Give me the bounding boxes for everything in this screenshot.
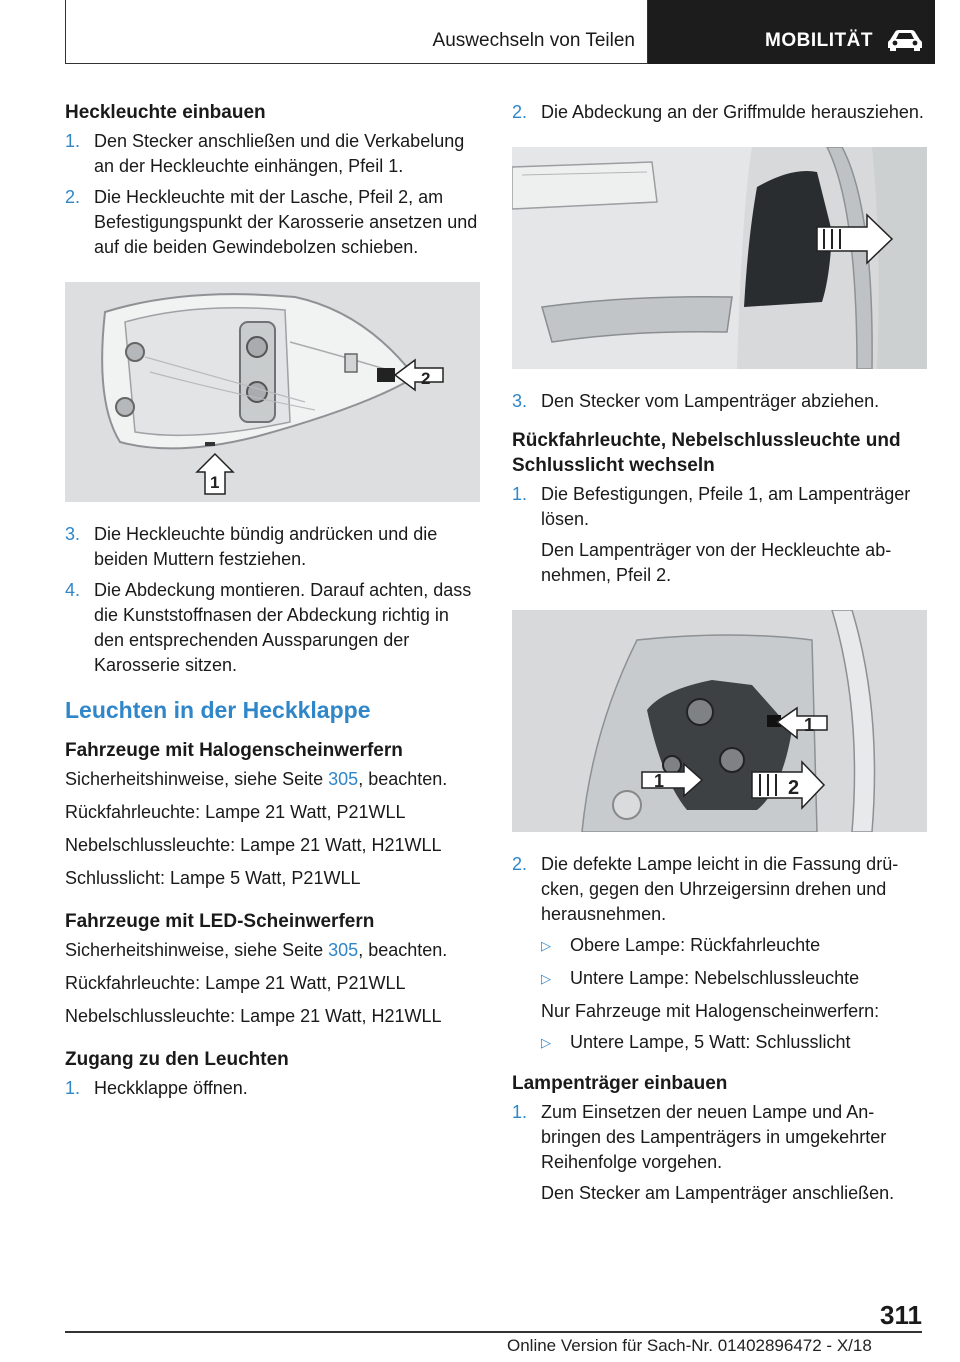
step	[512, 482, 927, 532]
step-number: 1.	[65, 131, 81, 151]
step	[65, 185, 480, 260]
footer-divider-right	[862, 1331, 922, 1333]
step	[512, 1100, 927, 1175]
bullet-text: Untere Lampe, 5 Watt: Schlusslicht	[570, 1032, 851, 1052]
step	[65, 578, 480, 678]
svg-text:2: 2	[421, 369, 431, 388]
step-text: Den Stecker anschließen und die Verkabelung an der Heckleuchte einhängen, Pfeil 1.	[94, 131, 465, 176]
step-number: 1.	[512, 484, 528, 504]
safety-text-end: , beachten.	[358, 769, 448, 789]
halogen-note: Nur Fahrzeuge mit Halogenscheinwerfern:	[541, 1001, 880, 1021]
step-number: 4.	[65, 580, 81, 600]
footer-divider	[65, 1331, 862, 1333]
step-number: 1.	[65, 1078, 81, 1098]
section-title: Leuchten in der Heckklappe	[65, 697, 371, 723]
step-text: Heckklappe öffnen.	[94, 1078, 248, 1098]
step-number: 1.	[512, 1102, 528, 1122]
svg-text:1: 1	[654, 771, 665, 791]
step-number: 2.	[65, 187, 81, 207]
lamp-spec: Rückfahrleuchte: Lampe 21 Watt, P21WLL	[65, 973, 406, 993]
heading-lamp-change: Rückfahrleuchte, Nebelschlussleuchte und Schlusslicht wechseln	[512, 430, 901, 476]
step-text: Die defekte Lampe leicht in die Fassung drücken, gegen den Uhrzeigersinn drehen und herausnehmen.	[541, 854, 899, 924]
bullet-item	[512, 1030, 927, 1055]
car-icon	[886, 28, 924, 52]
page-number: 311	[880, 1300, 922, 1330]
bullet-item	[512, 966, 927, 991]
svg-text:1: 1	[804, 715, 815, 735]
header-chapter-box	[648, 0, 935, 64]
step-continuation: Den Lampenträger von der Heckleuchte abnehmen, Pfeil 2.	[541, 540, 892, 585]
step-text: Die Befestigungen, Pfeile 1, am Lampenträger lösen.	[541, 484, 911, 529]
heading-heckleuchte-einbauen: Heckleuchte einbauen	[65, 102, 266, 123]
triangle-bullet-icon: ▷	[541, 1035, 551, 1050]
triangle-bullet-icon: ▷	[541, 938, 551, 953]
figure-lamp-carrier	[512, 610, 927, 832]
svg-text:2: 2	[788, 777, 800, 799]
figure-tail-light	[65, 282, 480, 502]
step-number: 2.	[512, 854, 528, 874]
heading-zugang: Zugang zu den Leuchten	[65, 1049, 289, 1070]
header-section-title: Auswechseln von Teilen	[432, 30, 635, 51]
step-text: Zum Einsetzen der neuen Lampe und Anbringen des Lampenträgers in umgekehrter Reihenfolge vorgehen.	[541, 1102, 887, 1172]
step-text: Die Abdeckung an der Griffmulde herausziehen.	[541, 102, 924, 122]
step	[512, 389, 927, 414]
cover-illustration	[512, 147, 927, 369]
safety-note	[65, 767, 480, 792]
safety-text: Sicherheitshinweise, siehe Seite	[65, 769, 329, 789]
page-link[interactable]: 305	[328, 769, 359, 789]
heading-halogen: Fahrzeuge mit Halogenscheinwerfern	[65, 740, 403, 761]
step-number: 3.	[65, 524, 81, 544]
svg-text:1: 1	[210, 473, 220, 492]
lamp-spec: Nebelschlussleuchte: Lampe 21 Watt, H21WLL	[65, 1006, 442, 1026]
safety-text-end: , beachten.	[358, 940, 448, 960]
step-text: Die Abdeckung montieren. Darauf achten, dass die Kunststoffnasen der Abdeckung richtig in den entsprechenden Aussparungen der Karosserie sitzen.	[94, 580, 472, 675]
step-number: 2.	[512, 102, 528, 122]
step-text: Die Heckleuchte mit der Lasche, Pfeil 2, am Befestigungspunkt der Karosserie ansetzen und auf die beiden Gewindebolzen schieben.	[94, 187, 478, 257]
left-column	[65, 100, 480, 1107]
bullet-item	[512, 933, 927, 958]
step-text: Den Stecker vom Lampenträger abziehen.	[541, 391, 880, 411]
heading-lamp-carrier-install: Lampenträger einbauen	[512, 1073, 728, 1094]
footer-version-info: Online Version für Sach-Nr. 01402896472 - X/18	[507, 1336, 872, 1355]
heading-led: Fahrzeuge mit LED-Scheinwerfern	[65, 911, 375, 932]
safety-text: Sicherheitshinweise, siehe Seite	[65, 940, 329, 960]
step-continuation: Den Stecker am Lampenträger anschließen.	[541, 1183, 895, 1203]
lamp-carrier-illustration	[512, 610, 927, 832]
step-number: 3.	[512, 391, 528, 411]
bullet-text: Obere Lampe: Rückfahrleuchte	[570, 935, 821, 955]
step	[65, 522, 480, 572]
figure-cover-handle	[512, 147, 927, 369]
page-link[interactable]: 305	[328, 940, 359, 960]
right-column	[512, 100, 927, 1212]
lamp-spec: Rückfahrleuchte: Lampe 21 Watt, P21WLL	[65, 802, 406, 822]
tail-light-illustration	[65, 282, 480, 502]
bullet-text: Untere Lampe: Nebelschlussleuchte	[570, 968, 860, 988]
step	[65, 129, 480, 179]
safety-note	[65, 938, 480, 963]
lamp-spec: Nebelschlussleuchte: Lampe 21 Watt, H21WLL	[65, 835, 442, 855]
lamp-spec: Schlusslicht: Lampe 5 Watt, P21WLL	[65, 868, 361, 888]
step	[65, 1076, 480, 1101]
step	[512, 100, 927, 125]
step-text: Die Heckleuchte bündig andrücken und die beiden Muttern festziehen.	[94, 524, 438, 569]
step	[512, 852, 927, 927]
header-section-box	[65, 0, 648, 64]
header-chapter-title: MOBILITÄT	[765, 30, 873, 51]
triangle-bullet-icon: ▷	[541, 971, 551, 986]
